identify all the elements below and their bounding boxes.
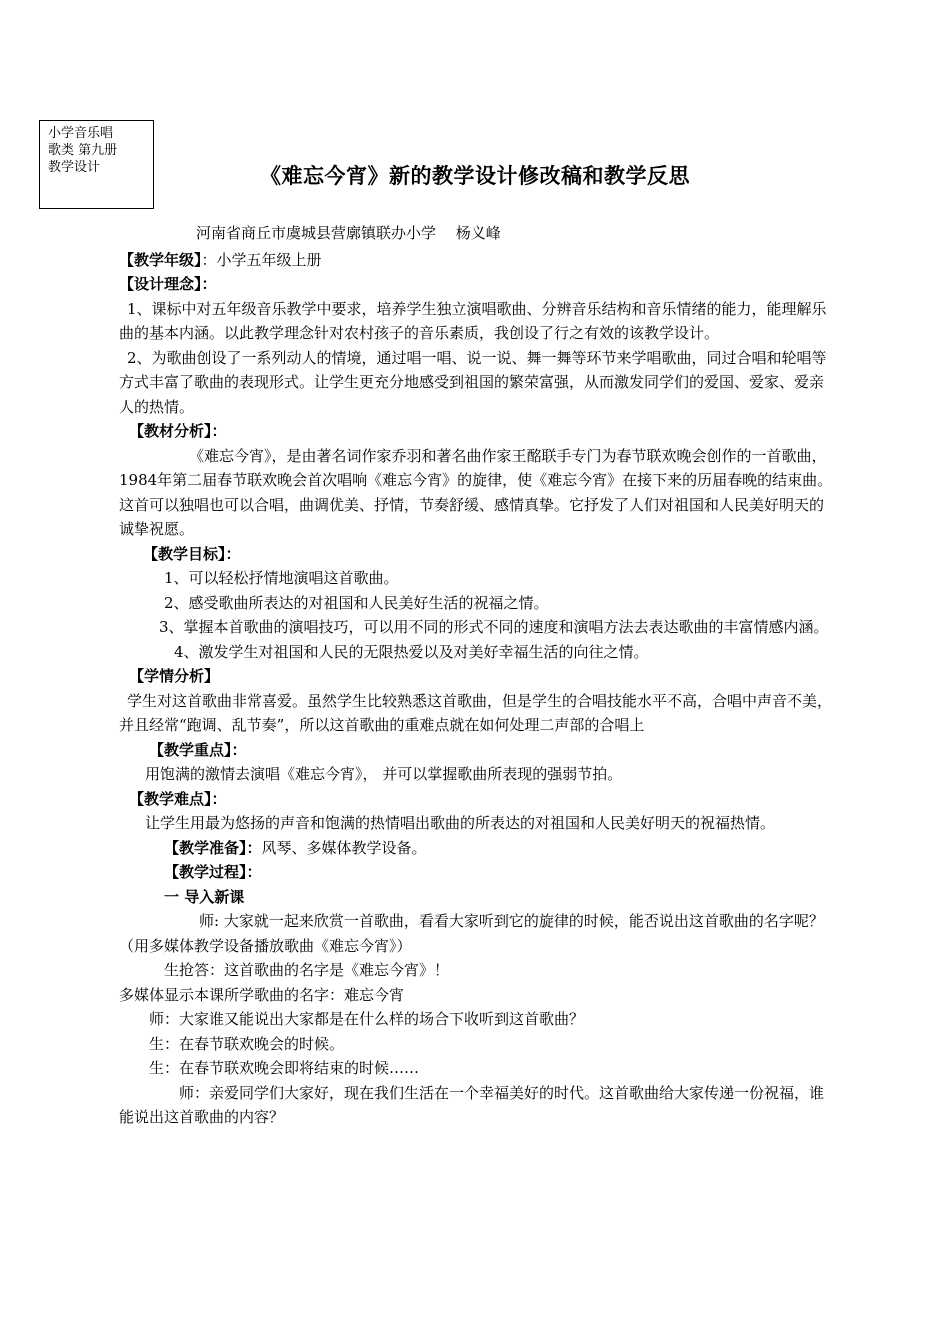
dialogue-line: 生抢答：这首歌曲的名字是《难忘今宵》！ xyxy=(164,961,450,979)
concept-paragraph: 1、课标中对五年级音乐教学中要求，培养学生独立演唱歌曲、分辨音乐结构和音乐情绪的能力，能理解乐曲的基本内涵。以此教学理念针对农村孩子的音乐素质，我创设了行之有效的该教学设计。 xyxy=(119,299,827,342)
concept-paragraph: 2、为歌曲创设了一系列动人的情境，通过唱一唱、说一说、舞一舞等环节来学唱歌曲，同过合唱和轮唱等方式丰富了歌曲的表现形式。让学生更充分地感受到祖国的繁荣富强，从而激发同学们的爱国、爱家、爱亲人的热情。 xyxy=(119,348,827,416)
difficulty-heading-line: 【教学难点】： xyxy=(129,789,227,808)
goal-item: 4、激发学生对祖国和人民的无限热爱以及对美好幸福生活的向往之情。 xyxy=(174,642,649,661)
dialogue-line: 师：大家谁又能说出大家都是在什么样的场合下收听到这首歌曲？ xyxy=(149,1010,585,1028)
grade-value: 小学五年级上册 xyxy=(216,250,322,269)
difficulty-paragraph: 让学生用最为悠扬的声音和饱满的热情唱出歌曲的所表达的对祖国和人民美好明天的祝福热情。 xyxy=(145,814,776,832)
section-heading: 【教材分析】 xyxy=(129,422,212,440)
course-label-line: 小学音乐唱 xyxy=(48,126,114,141)
learners-paragraph: 学生对这首歌曲非常喜爱。虽然学生比较熟悉这首歌曲，但是学生的合唱技能水平不高，合唱中声音不美，并且经常“跑调、乱节奏”，所以这首歌曲的重难点就在如何处理二声部的合唱上 xyxy=(119,691,833,734)
grade-line: 【教学年级】：小学五年级上册 xyxy=(119,250,322,269)
course-label-line: 歌类 第九册 xyxy=(48,143,118,158)
process-section-title: 一 导入新课 xyxy=(164,887,245,906)
keypoint-heading-line: 【教学重点】： xyxy=(149,740,247,759)
section-heading: 【教学重点】 xyxy=(149,740,232,759)
dialogue-line: 生：在春节联欢晚会即将结束的时候…… xyxy=(149,1059,420,1077)
dialogue-line: 师: 大家就一起来欣赏一首歌曲，看看大家听到它的旋律的时候，能否说出这首歌曲的名字呢？（用多媒体教学设备播放歌曲《难忘今宵》） xyxy=(119,912,824,955)
learners-heading-line xyxy=(119,664,834,689)
preparation-value: 风琴、多媒体教学设备。 xyxy=(261,838,427,857)
author-line: 河南省商丘市虞城县营廓镇联办小学 杨义峰 xyxy=(196,224,501,242)
document-body xyxy=(119,221,834,1130)
goal-item: 2、感受歌曲所表达的对祖国和人民美好生活的祝福之情。 xyxy=(164,593,549,612)
material-heading-line: 【教材分析】： xyxy=(129,422,227,440)
goals-heading-line: 【教学目标】： xyxy=(143,544,241,563)
goal-item: 1、可以轻松抒情地演唱这首歌曲。 xyxy=(164,569,399,587)
section-heading: 【教学准备】 xyxy=(164,838,247,857)
dialogue-line: 师：亲爱同学们大家好，现在我们生活在一个幸福美好的时代。这首歌曲给大家传递一份祝福，谁能说出这首歌曲的内容？ xyxy=(119,1083,825,1126)
section-heading: 【教学难点】 xyxy=(129,789,212,808)
dialogue-line: 多媒体显示本课所学歌曲的名字：难忘今宵 xyxy=(119,985,405,1004)
section-heading: 【教学年级】 xyxy=(119,250,202,269)
section-heading: 【教学过程】 xyxy=(164,863,247,881)
section-heading: 【学情分析】 xyxy=(129,667,220,685)
course-label-line: 教学设计 xyxy=(48,160,101,175)
section-heading: 【教学目标】 xyxy=(143,544,226,563)
dialogue-line: 生：在春节联欢晚会的时候。 xyxy=(149,1034,345,1053)
preparation-line: 【教学准备】：风琴、多媒体教学设备。 xyxy=(164,838,427,857)
concept-heading-line: 【设计理念】： xyxy=(119,275,217,293)
goal-item: 3、掌握本首歌曲的演唱技巧，可以用不同的形式不同的速度和演唱方法去表达歌曲的丰富情感内涵。 xyxy=(159,618,829,636)
process-heading-line: 【教学过程】： xyxy=(164,863,262,881)
section-heading: 【设计理念】 xyxy=(119,275,202,293)
material-paragraph: 《难忘今宵》，是由著名词作家乔羽和著名曲作家王酩联手专门为春节联欢晚会创作的一首歌曲，1984年第二届春节联欢晚会首次唱响《难忘今宵》的旋律，使《难忘今宵》在接下来的历届春晚的结束曲。这首可以独唱也可以合唱，曲调优美、抒情，节奏舒缓、感情真挚。它抒发了人们对祖国和人民美好明天的诚挚祝愿。 xyxy=(119,446,833,538)
keypoint-paragraph: 用饱满的激情去演唱《难忘今宵》， 并可以掌握歌曲所表现的强弱节拍。 xyxy=(145,765,623,783)
document-title: 《难忘今宵》新的教学设计修改稿和教学反思 xyxy=(260,164,690,188)
